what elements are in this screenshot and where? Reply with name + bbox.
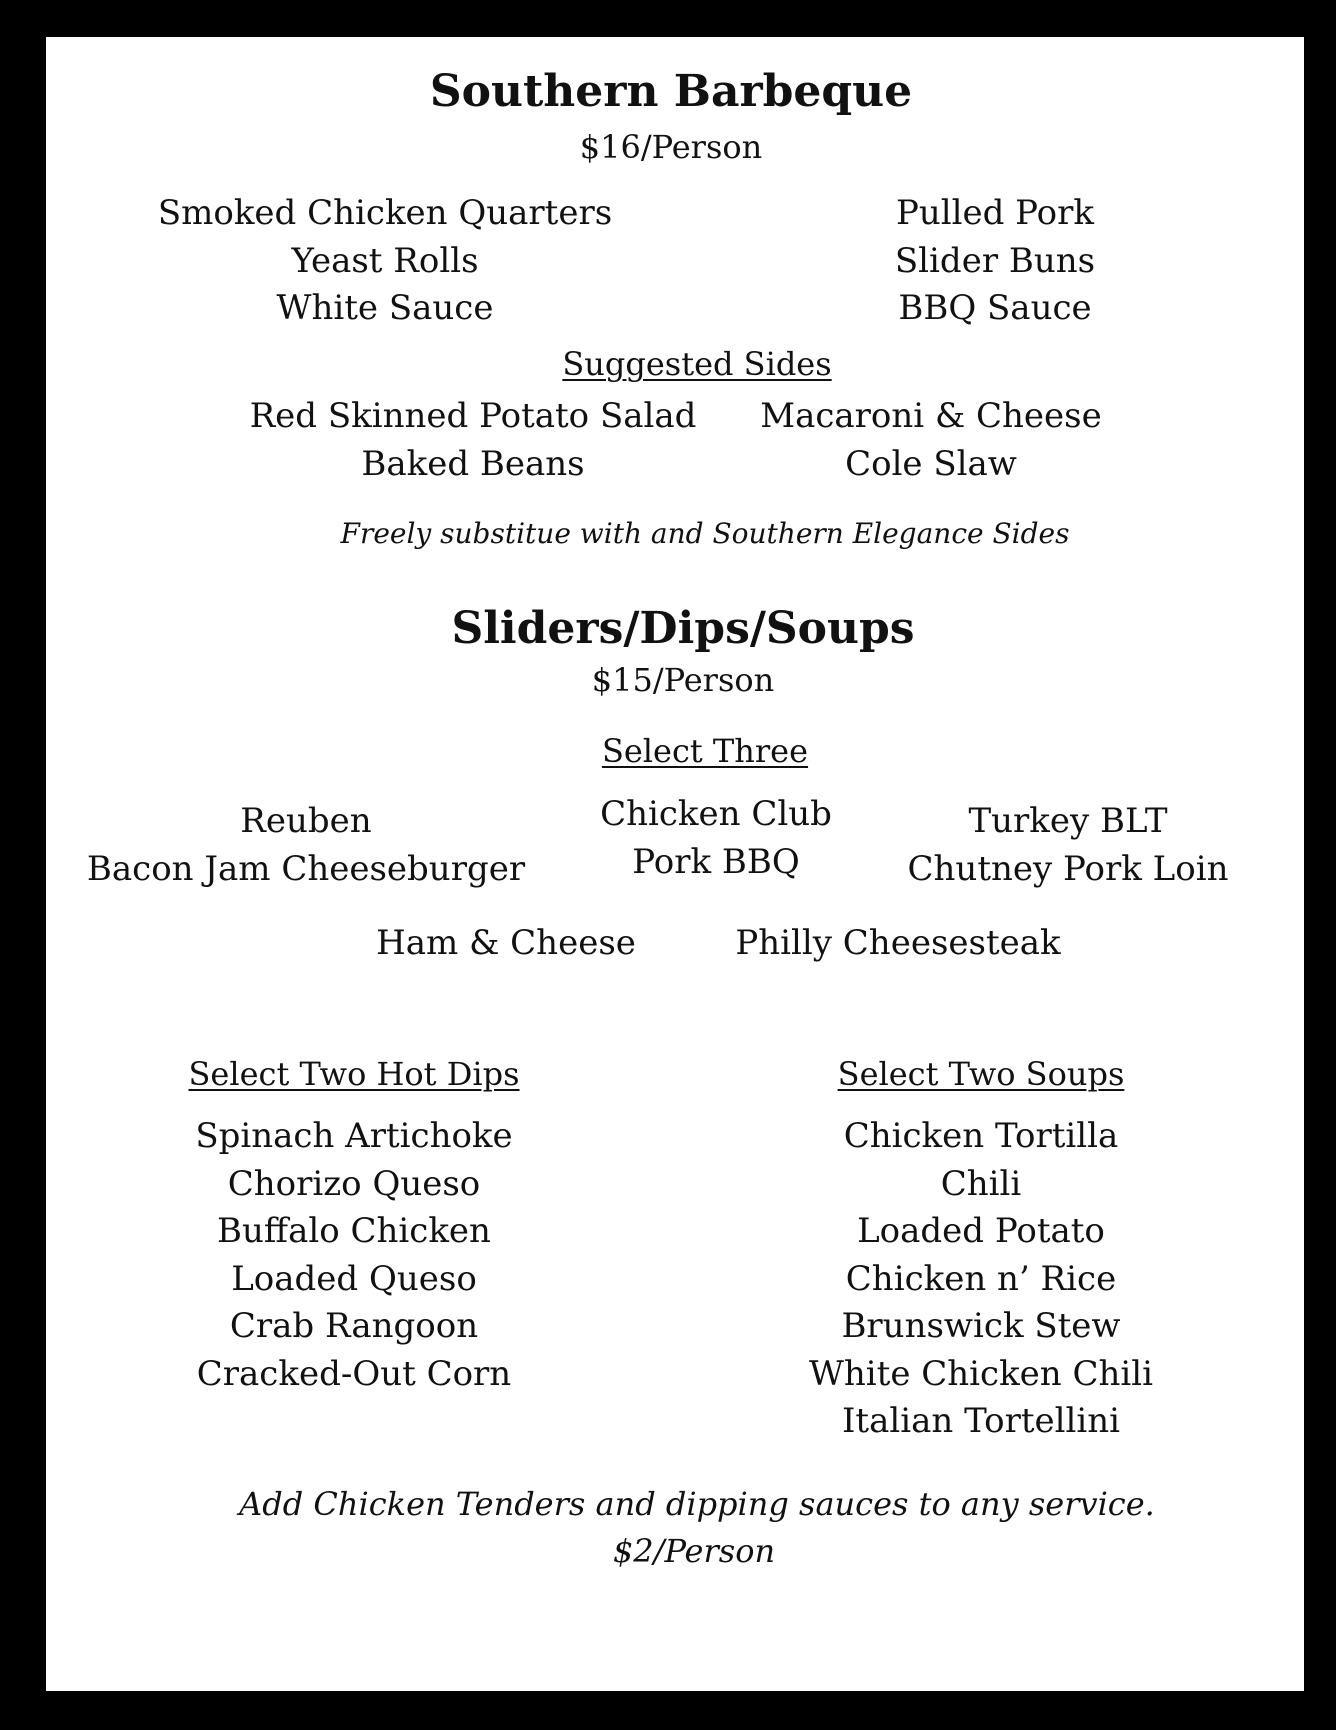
list-item: White Sauce bbox=[276, 288, 494, 328]
slider-ham-cheese: Ham & Cheese bbox=[376, 923, 636, 963]
sliders-title: Sliders/Dips/Soups bbox=[451, 603, 915, 654]
list-item: Macaroni & Cheese bbox=[760, 396, 1102, 436]
bbq-right-list bbox=[895, 190, 1095, 333]
list-item: Reuben bbox=[240, 801, 372, 841]
list-item: Loaded Queso bbox=[231, 1258, 477, 1299]
list-item: Italian Tortellini bbox=[841, 1401, 1121, 1441]
list-item: Slider Buns bbox=[894, 240, 1096, 281]
sides-left-list bbox=[250, 393, 697, 488]
select-three-heading: Select Three bbox=[601, 732, 809, 770]
sliders-left-list bbox=[87, 798, 525, 893]
bbq-left-list bbox=[158, 190, 612, 333]
list-item: Buffalo Chicken bbox=[217, 1211, 491, 1251]
hot-dips-heading: Select Two Hot Dips bbox=[188, 1055, 520, 1093]
list-item: Chili bbox=[940, 1163, 1022, 1204]
list-item: Bacon Jam Cheeseburger bbox=[86, 848, 526, 889]
list-item: BBQ Sauce bbox=[898, 288, 1092, 328]
hot-dips-list bbox=[195, 1113, 512, 1398]
bbq-price: $16/Person bbox=[579, 128, 763, 166]
soups-heading: Select Two Soups bbox=[837, 1055, 1125, 1093]
bbq-title: Southern Barbeque bbox=[429, 66, 913, 117]
addon-text: Add Chicken Tenders and dipping sauces to any service. bbox=[239, 1485, 1155, 1523]
list-item: Cole Slaw bbox=[845, 443, 1017, 484]
list-item: Loaded Potato bbox=[857, 1211, 1105, 1251]
suggested-sides-heading: Suggested Sides bbox=[562, 345, 832, 383]
list-item: Cracked-Out Corn bbox=[196, 1353, 512, 1394]
list-item: Chutney Pork Loin bbox=[907, 848, 1229, 889]
sliders-mid-list bbox=[600, 791, 832, 886]
sliders-right-list bbox=[908, 798, 1229, 893]
addon-price: $2/Person bbox=[612, 1532, 776, 1570]
list-item: White Chicken Chili bbox=[808, 1353, 1154, 1394]
list-item: Crab Rangoon bbox=[229, 1306, 479, 1346]
bbq-substitute-note: Freely substitue with and Southern Elegance Sides bbox=[340, 517, 1070, 550]
soups-list bbox=[809, 1113, 1153, 1446]
sliders-price: $15/Person bbox=[591, 661, 775, 699]
list-item: Chorizo Queso bbox=[227, 1163, 481, 1204]
list-item: Spinach Artichoke bbox=[195, 1116, 513, 1156]
list-item: Turkey BLT bbox=[968, 801, 1168, 841]
list-item: Chicken Club bbox=[600, 794, 832, 834]
list-item: Baked Beans bbox=[361, 443, 585, 484]
slider-philly-cheesesteak: Philly Cheesesteak bbox=[735, 923, 1061, 963]
list-item: Pork BBQ bbox=[632, 841, 800, 882]
list-item: Pulled Pork bbox=[895, 193, 1095, 233]
list-item: Red Skinned Potato Salad bbox=[249, 396, 697, 436]
list-item: Chicken n’ Rice bbox=[845, 1258, 1117, 1299]
menu-page bbox=[46, 37, 1304, 1691]
list-item: Smoked Chicken Quarters bbox=[157, 193, 613, 233]
list-item: Chicken Tortilla bbox=[843, 1116, 1119, 1156]
list-item: Yeast Rolls bbox=[291, 240, 479, 281]
list-item: Brunswick Stew bbox=[841, 1306, 1121, 1346]
sides-right-list bbox=[760, 393, 1102, 488]
